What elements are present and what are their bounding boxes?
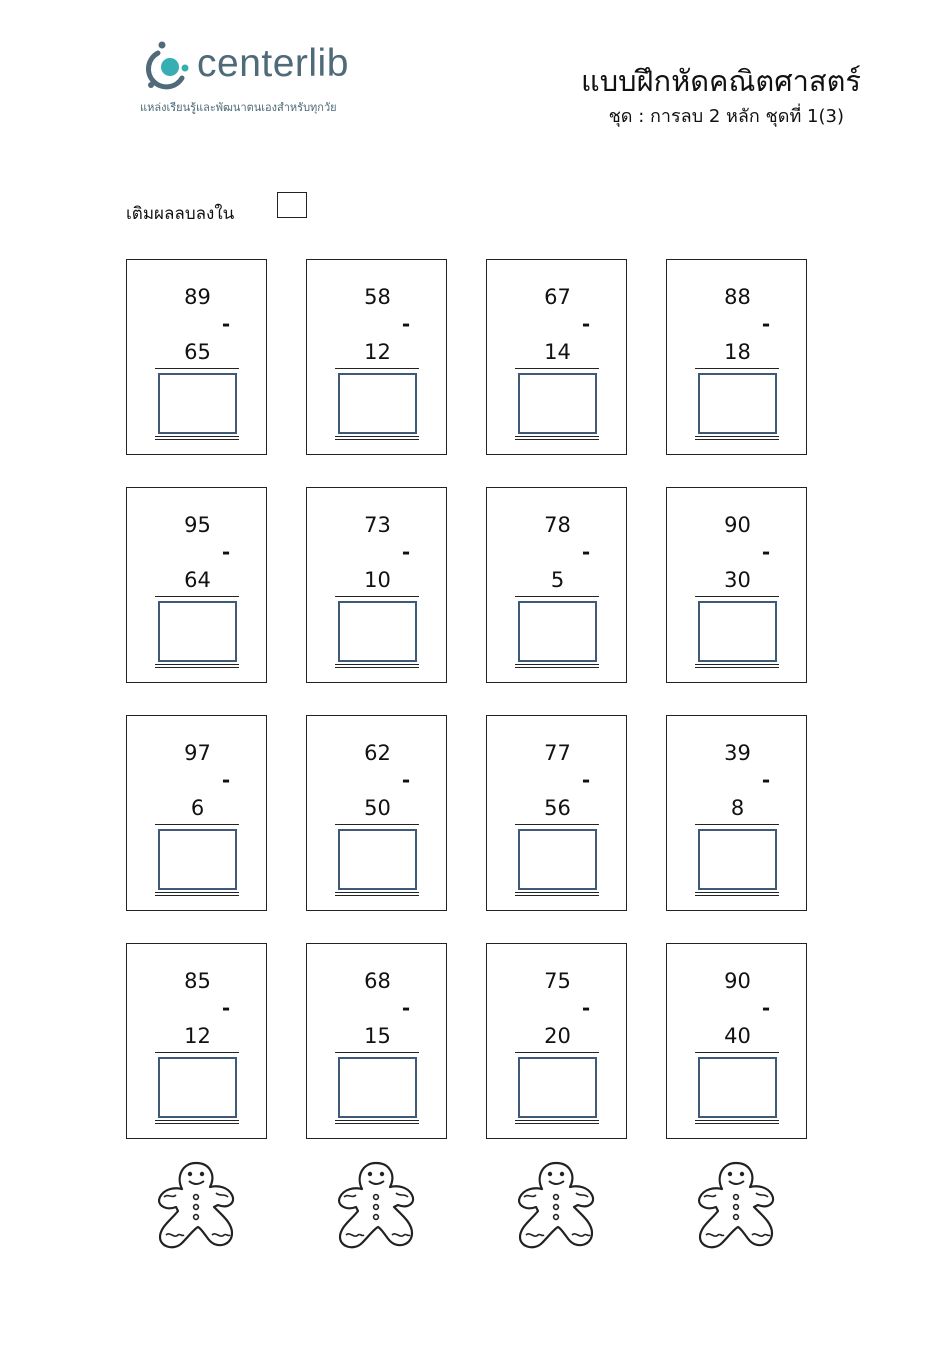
problem-card — [486, 487, 627, 683]
minus-sign: - — [221, 768, 231, 792]
subtrahend: 14 — [544, 340, 571, 364]
minuend: 75 — [544, 969, 571, 993]
answer-box[interactable] — [158, 1057, 237, 1118]
sum-line — [695, 596, 779, 597]
double-underline — [515, 664, 599, 668]
subtrahend: 30 — [724, 568, 751, 592]
sum-line — [515, 596, 599, 597]
double-underline — [155, 436, 239, 440]
subtrahend: 50 — [364, 796, 391, 820]
problem-card — [486, 715, 627, 911]
answer-box[interactable] — [698, 1057, 777, 1118]
double-underline — [515, 436, 599, 440]
minus-sign: - — [761, 768, 771, 792]
subtrahend: 15 — [364, 1024, 391, 1048]
minuend: 73 — [364, 513, 391, 537]
minus-sign: - — [221, 996, 231, 1020]
answer-box[interactable] — [338, 829, 417, 890]
sum-line — [335, 368, 419, 369]
problem-card — [126, 259, 267, 455]
answer-box[interactable] — [158, 829, 237, 890]
sum-line — [695, 1052, 779, 1053]
minus-sign: - — [221, 312, 231, 336]
answer-box[interactable] — [518, 829, 597, 890]
sum-line — [155, 1052, 239, 1053]
minus-sign: - — [401, 312, 411, 336]
subtrahend: 12 — [184, 1024, 211, 1048]
minuend: 68 — [364, 969, 391, 993]
problem-card — [306, 259, 447, 455]
subtrahend: 40 — [724, 1024, 751, 1048]
minus-sign: - — [761, 996, 771, 1020]
problem-card — [666, 943, 807, 1139]
worksheet-subtitle: ชุด : การลบ 2 หลัก ชุดที่ 1(3) — [608, 106, 844, 127]
minus-sign: - — [581, 996, 591, 1020]
answer-box[interactable] — [338, 1057, 417, 1118]
gingerbread-man-icon — [512, 1157, 602, 1253]
sum-line — [515, 824, 599, 825]
double-underline — [515, 1120, 599, 1124]
minuend: 77 — [544, 741, 571, 765]
answer-box[interactable] — [518, 601, 597, 662]
minuend: 62 — [364, 741, 391, 765]
double-underline — [155, 664, 239, 668]
logo-mark-icon — [140, 40, 196, 96]
minuend: 89 — [184, 285, 211, 309]
answer-box[interactable] — [338, 373, 417, 434]
problem-card — [126, 487, 267, 683]
minuend: 90 — [724, 969, 751, 993]
answer-box[interactable] — [158, 373, 237, 434]
minus-sign: - — [401, 540, 411, 564]
problem-card — [306, 943, 447, 1139]
subtrahend: 56 — [544, 796, 571, 820]
double-underline — [335, 436, 419, 440]
answer-box[interactable] — [338, 601, 417, 662]
subtrahend: 6 — [190, 796, 205, 820]
sum-line — [155, 368, 239, 369]
answer-box[interactable] — [518, 373, 597, 434]
minuend: 90 — [724, 513, 751, 537]
minuend: 58 — [364, 285, 391, 309]
problem-card — [486, 259, 627, 455]
sum-line — [335, 596, 419, 597]
problem-card — [126, 715, 267, 911]
instruction-text: เติมผลลบลงใน — [126, 204, 235, 224]
worksheet-title: แบบฝึกหัดคณิตศาสตร์ — [581, 64, 861, 98]
sum-line — [155, 596, 239, 597]
instruction-answer-box-sample — [277, 192, 307, 218]
centerlib-logo — [140, 40, 400, 120]
minus-sign: - — [401, 768, 411, 792]
problem-card — [306, 487, 447, 683]
double-underline — [515, 892, 599, 896]
sum-line — [155, 824, 239, 825]
minus-sign: - — [761, 312, 771, 336]
minus-sign: - — [401, 996, 411, 1020]
minuend: 67 — [544, 285, 571, 309]
sum-line — [695, 824, 779, 825]
problem-card — [306, 715, 447, 911]
double-underline — [695, 1120, 779, 1124]
minus-sign: - — [761, 540, 771, 564]
answer-box[interactable] — [698, 829, 777, 890]
minuend: 39 — [724, 741, 751, 765]
problem-card — [486, 943, 627, 1139]
minuend: 97 — [184, 741, 211, 765]
logo-tagline: แหล่งเรียนรู้และพัฒนาตนเองสำหรับทุกวัย — [140, 101, 337, 114]
problem-card — [666, 487, 807, 683]
double-underline — [155, 1120, 239, 1124]
answer-box[interactable] — [518, 1057, 597, 1118]
sum-line — [515, 368, 599, 369]
problem-card — [126, 943, 267, 1139]
double-underline — [155, 892, 239, 896]
answer-box[interactable] — [158, 601, 237, 662]
sum-line — [335, 824, 419, 825]
minus-sign: - — [581, 312, 591, 336]
logo-wordmark: centerlib — [197, 42, 349, 85]
minuend: 95 — [184, 513, 211, 537]
double-underline — [335, 892, 419, 896]
subtrahend: 12 — [364, 340, 391, 364]
subtrahend: 8 — [730, 796, 745, 820]
subtrahend: 65 — [184, 340, 211, 364]
gingerbread-man-icon — [152, 1157, 242, 1253]
minuend: 78 — [544, 513, 571, 537]
double-underline — [695, 892, 779, 896]
problem-card — [666, 259, 807, 455]
minuend: 88 — [724, 285, 751, 309]
sum-line — [695, 368, 779, 369]
gingerbread-man-icon — [692, 1157, 782, 1253]
subtrahend: 10 — [364, 568, 391, 592]
double-underline — [335, 1120, 419, 1124]
problem-card — [666, 715, 807, 911]
minus-sign: - — [581, 768, 591, 792]
subtrahend: 20 — [544, 1024, 571, 1048]
subtrahend: 5 — [550, 568, 565, 592]
sum-line — [515, 1052, 599, 1053]
sum-line — [335, 1052, 419, 1053]
gingerbread-man-icon — [332, 1157, 422, 1253]
minus-sign: - — [581, 540, 591, 564]
double-underline — [695, 436, 779, 440]
minus-sign: - — [221, 540, 231, 564]
answer-box[interactable] — [698, 373, 777, 434]
subtrahend: 64 — [184, 568, 211, 592]
double-underline — [335, 664, 419, 668]
answer-box[interactable] — [698, 601, 777, 662]
subtrahend: 18 — [724, 340, 751, 364]
minuend: 85 — [184, 969, 211, 993]
double-underline — [695, 664, 779, 668]
